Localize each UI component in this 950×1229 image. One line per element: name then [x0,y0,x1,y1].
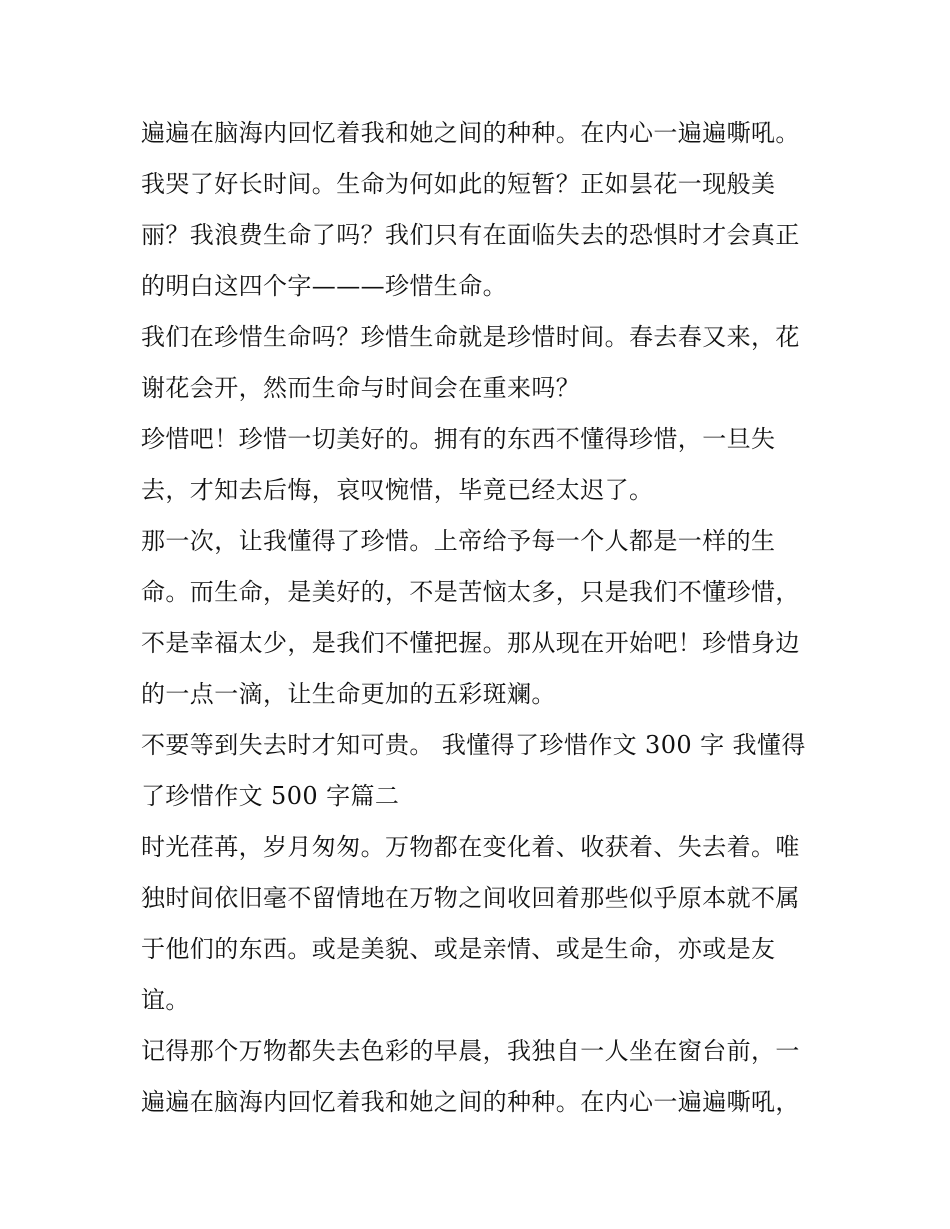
text-line-1: 遍遍在脑海内回忆着我和她之间的种种。在内心一遍遍嘶吼。 [141,119,800,147]
text-line-4: 的明白这四个字———珍惜生命。 [141,272,507,300]
text-line-2: 我哭了好长时间。生命为何如此的短暂？正如昙花一现般美 [141,170,776,198]
text-line-12: 的一点一滴，让生命更加的五彩斑斓。 [141,680,556,708]
text-line-8: 去，才知去后悔，哀叹惋惜，毕竟已经太迟了。 [141,476,654,504]
text-line-20: 遍遍在脑海内回忆着我和她之间的种种。在内心一遍遍嘶吼， [141,1088,800,1116]
essay-text [141,108,821,1128]
text-line-9: 那一次，让我懂得了珍惜。上帝给予每一个人都是一样的生 [141,527,776,555]
text-line-5: 我们在珍惜生命吗？珍惜生命就是珍惜时间。春去春又来，花 [141,323,800,351]
text-line-3: 丽？我浪费生命了吗？我们只有在面临失去的恐惧时才会真正 [141,221,800,249]
text-line-18: 谊。 [141,986,190,1014]
text-line-7: 珍惜吧！珍惜一切美好的。拥有的东西不懂得珍惜，一旦失 [141,425,776,453]
text-line-10: 命。而生命，是美好的，不是苦恼太多，只是我们不懂珍惜， [141,578,800,606]
text-line-19: 记得那个万物都失去色彩的早晨，我独自一人坐在窗台前，一 [141,1037,800,1065]
text-line-15: 时光荏苒，岁月匆匆。万物都在变化着、收获着、失去着。唯 [141,833,800,861]
text-line-17: 于他们的东西。或是美貌、或是亲情、或是生命，亦或是友 [141,935,776,963]
text-line-16: 独时间依旧毫不留情地在万物之间收回着那些似乎原本就不属 [141,884,800,912]
text-line-13: 不要等到失去时才知可贵。 我懂得了珍惜作文 300 字 我懂得 [141,731,806,759]
text-line-11: 不是幸福太少，是我们不懂把握。那从现在开始吧！珍惜身边 [141,629,800,657]
text-line-14: 了珍惜作文 500 字篇二 [141,782,400,810]
text-line-6: 谢花会开，然而生命与时间会在重来吗？ [141,374,581,402]
